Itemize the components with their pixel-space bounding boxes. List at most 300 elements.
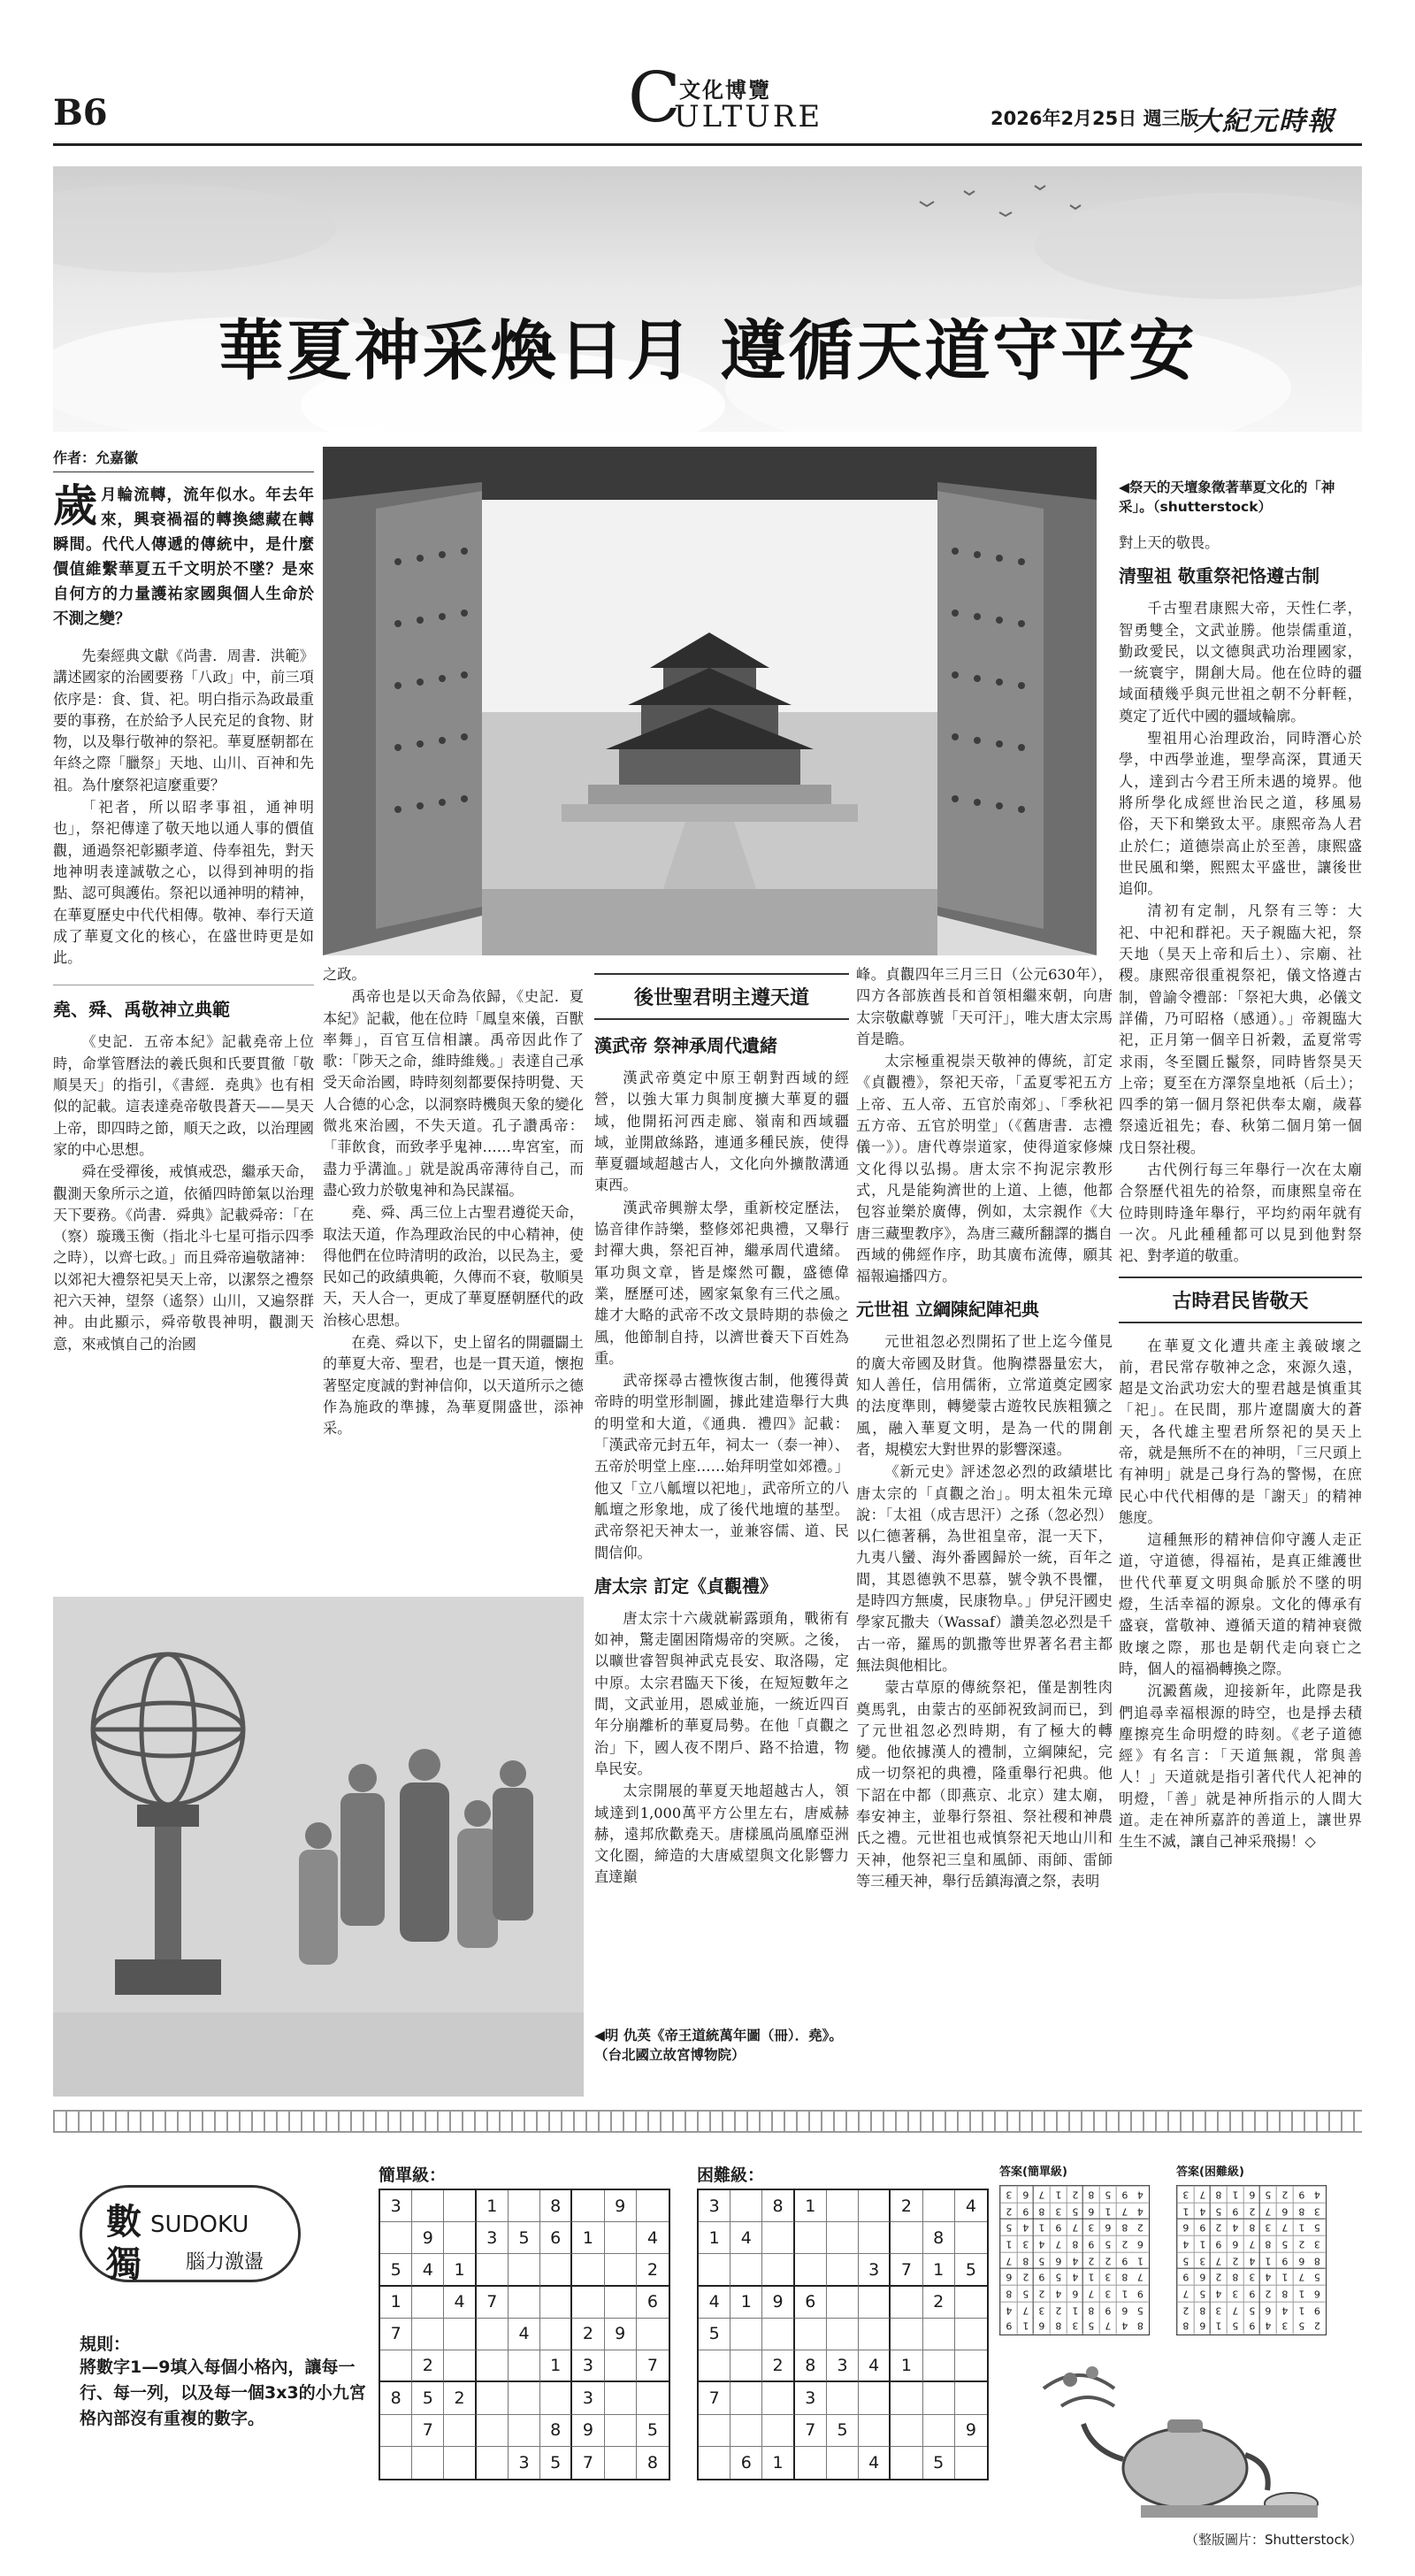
sudoku-cell [762, 2382, 794, 2414]
sudoku-cell: 8 [1177, 2318, 1194, 2334]
paragraph: 太宗開展的華夏天地超越古人，領域達到1,000萬平方公里左右，唐威赫赫，遠邦欣歡堯天。唐樣風尚風靡亞洲文化圈，締造的大唐威望與文化影響力直達巔 [594, 1782, 849, 1886]
sudoku-cell: 2 [1033, 2285, 1050, 2302]
sudoku-cell: 9 [1227, 2203, 1243, 2220]
sudoku-cell [477, 2350, 509, 2382]
sudoku-cell: 8 [1276, 2285, 1293, 2302]
sudoku-cell: 9 [1293, 2186, 1310, 2203]
image-credit: （整版圖片：Shutterstock） [1185, 2532, 1363, 2548]
sudoku-cell: 8 [1227, 2268, 1243, 2285]
sudoku-cell: 6 [540, 2222, 572, 2254]
sudoku-cell [891, 2447, 922, 2479]
article-column-3 [594, 964, 849, 1890]
sudoku-cell: 3 [572, 2350, 604, 2382]
sudoku-cell: 5 [1033, 2252, 1050, 2269]
body-text [1119, 598, 1362, 1267]
sudoku-cell: 2 [1017, 2268, 1034, 2285]
sudoku-cell: 2 [637, 2254, 669, 2286]
sudoku-cell: 1 [572, 2222, 604, 2254]
sudoku-cell: 9 [1243, 2285, 1260, 2302]
sudoku-cell: 8 [1243, 2219, 1260, 2235]
sudoku-cell: 2 [1067, 2186, 1083, 2203]
sudoku-section [53, 2150, 1362, 2557]
sudoku-cell [827, 2382, 859, 2414]
sudoku-cell: 7 [1033, 2186, 1050, 2203]
sudoku-cell: 9 [1099, 2302, 1116, 2319]
sudoku-cell: 5 [1309, 2219, 1326, 2235]
sudoku-cell: 9 [1050, 2219, 1067, 2235]
sudoku-cell [477, 2415, 509, 2447]
sudoku-cell: 4 [859, 2447, 891, 2479]
sudoku-cell: 1 [1293, 2285, 1310, 2302]
sudoku-cell [859, 2287, 891, 2319]
sudoku-cell: 6 [1116, 2302, 1133, 2319]
sudoku-cell [762, 2319, 794, 2350]
sudoku-cell [730, 2415, 762, 2447]
sudoku-cell [699, 2415, 730, 2447]
sudoku-cell: 9 [572, 2415, 604, 2447]
sudoku-cell: 2 [1050, 2302, 1067, 2319]
sudoku-cell [827, 2222, 859, 2254]
sudoku-cell: 1 [1082, 2268, 1099, 2285]
sudoku-cell [509, 2415, 540, 2447]
sudoku-cell [859, 2222, 891, 2254]
sudoku-cell: 7 [412, 2415, 444, 2447]
sudoku-cell: 2 [1177, 2302, 1194, 2319]
sudoku-cell [605, 2447, 637, 2479]
sudoku-cell: 8 [1082, 2302, 1099, 2319]
sudoku-cell: 7 [380, 2319, 412, 2350]
sudoku-cell [762, 2222, 794, 2254]
sudoku-cell: 9 [1276, 2252, 1293, 2269]
sudoku-cell: 3 [1067, 2318, 1083, 2334]
sudoku-cell: 2 [1210, 2268, 1227, 2285]
sudoku-cell: 8 [923, 2222, 955, 2254]
sudoku-cell [923, 2190, 955, 2222]
sudoku-cell: 3 [477, 2222, 509, 2254]
paragraph: 對上天的敬畏。 [1119, 534, 1220, 551]
sudoku-cell: 5 [540, 2447, 572, 2479]
body-text [53, 1031, 314, 1354]
sudoku-cell [380, 2350, 412, 2382]
sudoku-cell: 9 [1116, 2186, 1133, 2203]
article-column-1 [53, 447, 314, 1356]
sudoku-rules: 將數字1—9填入每個小格內，讓每一行、每一列，以及每一個3x3的小九宮格內部沒有重複的數字。 [80, 2358, 366, 2428]
sudoku-cell: 4 [1132, 2203, 1149, 2220]
sudoku-cell: 5 [1259, 2186, 1276, 2203]
sudoku-cell: 8 [1000, 2285, 1017, 2302]
sudoku-cell [412, 2190, 444, 2222]
paragraph: 峰。貞觀四年三月三日（公元630年），四方各部族酋長和首領相繼來朝，向唐太宗敬獻尊號「天可汗」，唯大唐太宗馬首是瞻。 [856, 966, 1113, 1047]
sudoku-cell: 5 [955, 2254, 987, 2286]
sudoku-cell [859, 2319, 891, 2350]
sudoku-cell [699, 2254, 730, 2286]
sudoku-cell [827, 2190, 859, 2222]
sudoku-cell: 9 [1000, 2318, 1017, 2334]
sudoku-cell: 5 [699, 2319, 730, 2350]
article-column-5 [1119, 478, 1362, 1854]
sudoku-cell [730, 2190, 762, 2222]
sudoku-cell: 3 [509, 2447, 540, 2479]
sudoku-cell: 7 [1050, 2235, 1067, 2252]
sudoku-cell: 5 [1210, 2203, 1227, 2220]
answer-hard-label: 答案(困難級) [1176, 2166, 1244, 2179]
temple-of-heaven-image [323, 447, 1097, 955]
paragraph: 千古聖君康熙大帝，天性仁孝，智勇雙全，文武並勝。他崇儒重道，勤政愛民，以文德與武功治理國家，一統寰宇，開創大局。他在位時的疆域面積幾乎與元世祖之朝不分軒輊，奠定了近代中國的疆域輪廓。 [1119, 600, 1362, 724]
sudoku-cell: 4 [1259, 2318, 1276, 2334]
sudoku-cell [859, 2190, 891, 2222]
painting-image [53, 1597, 584, 2097]
sudoku-cell: 2 [1276, 2186, 1293, 2203]
sudoku-cell [540, 2254, 572, 2286]
sudoku-cell [412, 2319, 444, 2350]
sudoku-cell: 5 [380, 2254, 412, 2286]
sudoku-cell [762, 2254, 794, 2286]
paragraph: 「祀者，所以昭孝事祖，通神明也」，祭祀傳達了敬天地以通人事的價值觀，通過祭祀彰顯孝道、侍奉祖先，對天地神明表達誠敬之心，以得到神明的指點、認可與護佑。祭祀以通神明的精神，在華夏歷史中代代相傳。敬神、奉行天道成了華夏文化的核心，在盛世時更是如此。 [53, 799, 314, 967]
sudoku-cell: 4 [509, 2319, 540, 2350]
sudoku-cell: 3 [1000, 2186, 1017, 2203]
sudoku-cell: 1 [730, 2287, 762, 2319]
body-text [594, 1068, 849, 1564]
sudoku-cell [605, 2350, 637, 2382]
sudoku-cell: 1 [1050, 2186, 1067, 2203]
sudoku-cell [795, 2319, 827, 2350]
sudoku-cell: 4 [1067, 2252, 1083, 2269]
sudoku-cell: 2 [1259, 2285, 1276, 2302]
sudoku-cell [699, 2350, 730, 2382]
sudoku-cell [572, 2190, 604, 2222]
sudoku-cell: 4 [1243, 2252, 1260, 2269]
sudoku-cell [380, 2447, 412, 2479]
sudoku-cell [444, 2447, 476, 2479]
sudoku-cell: 9 [762, 2287, 794, 2319]
sudoku-cell [762, 2415, 794, 2447]
sudoku-badge [53, 2167, 327, 2318]
paragraph: 古代例行每三年舉行一次在太廟合祭歷代祖先的祫祭，而康熙皇帝在位時則時逢年舉行，平均約兩年就有一次。凡此種種都可以見到他對祭祀、對孝道的敬重。 [1119, 1162, 1362, 1265]
paragraph: 禹帝也是以天命為依歸，《史記．夏本紀》記載，他在位時「鳳皇來儀，百獸率舞」，百官互信相讓。禹帝因此作了歌：「陟天之命，維時維幾。」表達自己承受天命治國，時時刻刻都要保持明覺、天人合德的心念，以洞察時機與天象的變化微兆來治國，不失天道。孔子讚禹帝：「菲飲食，而致孝乎鬼神……卑宮室，而盡力乎溝洫。」就是說禹帝薄待自己，而盡心致力於敬鬼神和為民謀福。 [323, 988, 584, 1199]
section-heading-box: 古時君民皆敬天 [1119, 1276, 1362, 1323]
sudoku-cell: 4 [1116, 2318, 1133, 2334]
sudoku-cell: 6 [1033, 2318, 1050, 2334]
sudoku-cell: 6 [1000, 2268, 1017, 2285]
sudoku-cell: 2 [572, 2319, 604, 2350]
paragraph: 堯、舜、禹三位上古聖君遵從天命，取法天道，作為理政治民的中心精神，使得他們在位時清明的政治，以民為主，愛民如己的政績典範，久傳而不衰，敬順昊天，天人合一，更成了華夏歷朝歷代的政治核心思想。 [323, 1204, 584, 1329]
sudoku-cell: 6 [1082, 2203, 1099, 2220]
page-number: B6 [53, 92, 108, 134]
sudoku-cell: 8 [540, 2415, 572, 2447]
sudoku-title-en: SUDOKU [150, 2212, 249, 2238]
paragraph: 唐太宗十六歲就嶄露頭角，戰術有如神，驚走圍困隋煬帝的突厥。之後，以曠世睿智與神武克長安、取洛陽，定中原。太宗君臨天下後，在短短數年之間，文武並用，恩威並施，一統近四百年分崩離析的華夏局勢。在他「貞觀之治」下，國人夜不閉戶、路不拾遺，物阜民安。 [594, 1609, 849, 1777]
section-title-c: C [628, 58, 681, 138]
sudoku-cell [637, 2319, 669, 2350]
sudoku-cell: 3 [1259, 2219, 1276, 2235]
sudoku-cell: 9 [1194, 2219, 1211, 2235]
sudoku-cell: 2 [1210, 2219, 1227, 2235]
sudoku-cell: 6 [795, 2287, 827, 2319]
sudoku-cell [730, 2319, 762, 2350]
sudoku-cell [891, 2222, 922, 2254]
sudoku-cell: 1 [1194, 2235, 1211, 2252]
body-text [594, 1608, 849, 1889]
sudoku-cell [923, 2415, 955, 2447]
sudoku-cell: 6 [1050, 2252, 1067, 2269]
header-rule [53, 143, 1362, 146]
sudoku-cell: 9 [1210, 2235, 1227, 2252]
sudoku-cell [605, 2254, 637, 2286]
sudoku-cell: 6 [1276, 2203, 1293, 2220]
sudoku-cell: 9 [412, 2222, 444, 2254]
sudoku-cell [444, 2319, 476, 2350]
sudoku-cell: 6 [1099, 2219, 1116, 2235]
sudoku-cell: 5 [509, 2222, 540, 2254]
sudoku-cell: 9 [1243, 2318, 1260, 2334]
sudoku-cell: 1 [540, 2350, 572, 2382]
sudoku-cell: 1 [1000, 2235, 1017, 2252]
body-text [1119, 1336, 1362, 1853]
sudoku-cell: 1 [1210, 2318, 1227, 2334]
sudoku-cell [955, 2447, 987, 2479]
subheading: 漢武帝 祭神承周代遺緒 [594, 1035, 777, 1056]
subheading: 堯、舜、禹敬神立典範 [53, 985, 314, 1023]
sudoku-cell [444, 2222, 476, 2254]
sudoku-cell: 9 [1177, 2268, 1194, 2285]
sudoku-cell: 3 [1033, 2302, 1050, 2319]
sudoku-cell: 6 [1243, 2186, 1260, 2203]
sudoku-cell: 7 [1099, 2318, 1116, 2334]
sudoku-cell: 3 [1082, 2219, 1099, 2235]
sudoku-cell: 9 [1017, 2203, 1034, 2220]
sudoku-cell [477, 2319, 509, 2350]
sudoku-cell: 8 [1116, 2268, 1133, 2285]
sudoku-cell [509, 2254, 540, 2286]
sudoku-cell: 2 [1116, 2235, 1133, 2252]
sudoku-cell: 7 [699, 2382, 730, 2414]
sudoku-cell [477, 2447, 509, 2479]
paragraph: 先秦經典文獻《尚書．周書．洪範》講述國家的治國要務「八政」中，前三項依序是：食、貨、祀。明白指示為政最重要的事務，在於給予人民充足的食物、財物，以及舉行敬神的祭祀。華夏歷朝都在年終之際「臘祭」天地、山川、百神和先祖。為什麼祭祀這麼重要？ [53, 648, 314, 794]
sudoku-cell: 5 [1177, 2252, 1194, 2269]
sudoku-cell: 3 [1017, 2235, 1034, 2252]
answer-easy-label: 答案(簡單級) [999, 2166, 1067, 2179]
paragraph: 聖祖用心治理政治，同時潛心於學，中西學並進，聖學高深，貫通天人，達到古今君王所未遇的境界。他將所學化成經世治民之道，移風易俗，天下和樂致太平。康熙帝為人君止於仁；道德崇高止於至善，康熙盛世民風和樂，熙熙太平盛世，讓後世追仰。 [1119, 730, 1362, 898]
sudoku-cell [412, 2287, 444, 2319]
sudoku-cell [730, 2350, 762, 2382]
sudoku-cell: 8 [1137, 2320, 1144, 2333]
sudoku-cell: 4 [1259, 2268, 1276, 2285]
paragraph: 《史記．五帝本紀》記載堯帝上位時，命掌管曆法的羲氏與和氏要貫徹「敬順昊天」的指引，《書經．堯典》也有相似的記載。這表達堯帝敬畏蒼天——昊天上帝，即四時之節，順天之政，以治理國家的中心思想。 [53, 1033, 314, 1158]
sudoku-cell: 8 [1210, 2186, 1227, 2203]
sudoku-cell: 4 [1210, 2285, 1227, 2302]
section-title-en: ULTURE [674, 99, 823, 134]
sudoku-cell: 2 [444, 2382, 476, 2414]
sudoku-cell: 3 [1194, 2252, 1211, 2269]
sudoku-cell: 8 [1033, 2203, 1050, 2220]
sudoku-cell [891, 2287, 922, 2319]
sudoku-cell: 6 [1259, 2302, 1276, 2319]
sudoku-cell [730, 2382, 762, 2414]
painting-caption: ◀明 仇英《帝王道統萬年圖（冊）．堯》。（台北國立故宮博物院） [594, 2028, 843, 2063]
paragraph: 太宗極重視崇天敬神的傳統，訂定《貞觀禮》，祭祀天帝，「孟夏零祀五方上帝、五人帝、五官於南郊」、「季秋祀五方帝、五官於明堂」（《舊唐書．志禮儀一》）。唐代尊崇道家，使得道家修煉文化得以弘揚。唐太宗不拘泥宗教形式，凡是能夠濟世的上道、上德，他都包容並樂於廣傳，例如，太宗親作《大唐三藏聖教序》，為唐三藏所翻譯的攜自西域的佛經作序，助其廣布流傳，願其福報遍播四方。 [856, 1053, 1113, 1285]
sudoku-cell [859, 2415, 891, 2447]
sudoku-cell: 9 [605, 2190, 637, 2222]
sudoku-cell: 5 [412, 2382, 444, 2414]
sudoku-cell: 7 [1177, 2285, 1194, 2302]
paragraph: 漢武帝興辦太學，重新校定歷法，協音律作詩樂，整修郊祀典禮，又舉行封禪大典，祭祀百神，繼承周代遺緒。軍功與文章，皆是燦然可觀，盛德偉業，歷歷可述，國家氣象有三代之風。雄才大略的武帝不改文景時期的恭儉之風，他節制自持，以濟世養天下百姓為重。 [594, 1199, 849, 1367]
paragraph: 在華夏文化遭共產主義破壞之前，君民常存敬神之念，來源久遠，超是文治武功宏大的聖君越是慎重其「祀」。在民間，那片遼闊廣大的蒼天，各代雄主聖君所祭祀的昊天上帝，就是無所不在的神明，「三尺頭上有神明」就是己身行為的警惕，在庶民心中代代相傳的是「謝天」的精神態度。 [1119, 1337, 1362, 1526]
sudoku-cell: 3 [699, 2190, 730, 2222]
sudoku-cell: 8 [762, 2190, 794, 2222]
subheading: 唐太宗 訂定《貞觀禮》 [594, 1575, 777, 1597]
sudoku-cell: 2 [1227, 2252, 1243, 2269]
sudoku-cell: 3 [1099, 2268, 1116, 2285]
sudoku-cell [605, 2222, 637, 2254]
headline-banner [53, 166, 1362, 432]
answer-easy-grid [999, 2185, 1150, 2335]
sudoku-cell: 7 [1276, 2219, 1293, 2235]
article-column-2 [323, 964, 584, 1441]
sudoku-cell: 8 [1017, 2252, 1034, 2269]
lead-paragraph [53, 480, 314, 632]
sudoku-cell: 2 [1132, 2219, 1149, 2235]
sudoku-cell [795, 2222, 827, 2254]
sudoku-cell [540, 2287, 572, 2319]
sudoku-cell: 4 [1132, 2186, 1149, 2203]
sudoku-cell: 5 [923, 2447, 955, 2479]
paragraph: 《新元史》評述忽必烈的政績堪比唐太宗的「貞觀之治」。明太祖朱元璋說：「太祖（成吉思汗）之孫（忽必烈）以仁德著稱，為世祖皇帝，混一天下，九夷八蠻、海外番國歸於一統，百年之間，其恩德孰不思慕，號令孰不畏懼，是時四方無虞，民康物阜。」伊兒汗國史學家瓦撒夫（Wassaf）讚美忽必烈是千古一帝，羅馬的凱撒等世界著名君主都無法與他相比。 [856, 1463, 1113, 1674]
sudoku-cell [955, 2222, 987, 2254]
sudoku-cell: 3 [1050, 2203, 1067, 2220]
sudoku-cell: 1 [477, 2190, 509, 2222]
sudoku-cell [540, 2319, 572, 2350]
sudoku-cell [859, 2382, 891, 2414]
sudoku-cell: 3 [859, 2254, 891, 2286]
sudoku-cell: 3 [827, 2350, 859, 2382]
sudoku-cell: 1 [1132, 2252, 1149, 2269]
paragraph: 武帝探尋古禮恢復古制，他獲得黃帝時的明堂形制圖，據此建造舉行大典的明堂和大道，《通典．禮四》記載：「漢武帝元封五年，祠太一（泰一神）、五帝於明堂上座……始拜明堂如郊禮。」他又「立八觚壇以祀地」，武帝所立的八觚壇之形象地，成了後代地壇的基型。武帝祭祀天神太一，並兼容儒、道、民間信仰。 [594, 1372, 849, 1561]
paragraph: 這種無形的精神信仰守護人走正道，守道德，得福祐，是真正維護世世代代華夏文明與命脈於不墜的明燈，生活幸福的源泉。文化的傳承有盛衰，當敬神、遵循天道的精神衰微敗壞之際，那也是朝代走向衰亡之時，個人的福禍轉換之際。 [1119, 1531, 1362, 1677]
paragraph: 蒙古草原的傳統祭祀，僅是割牲肉奠馬乳，由蒙古的巫師祝致詞而已，到了元世祖忽必烈時期，有了極大的轉變。他依據漢人的禮制，立綱陳紀，完成一切祭祀的典禮，隆重舉行祀典。他下詔在中都（即燕京、北京）建太廟，奉安神主，並舉行祭祖、祭社稷和神農氏之禮。元世祖也戒慎祭祀天地山川和天神，他祭祀三皇和風師、雨師、雷師等三種天神，舉行岳鎮海瀆之祭，表明 [856, 1679, 1113, 1890]
sudoku-cell: 4 [1050, 2285, 1067, 2302]
paragraph: 在堯、舜以下，史上留名的開疆闢土的華夏大帝、聖君，也是一貫天道，懷抱著堅定度誠的對神信仰，以天道所示之德作為施政的準據，為華夏開盛世，添神采。 [323, 1334, 584, 1438]
sudoku-rules-title: 規則： [80, 2334, 131, 2354]
sudoku-cell: 3 [1099, 2285, 1116, 2302]
sudoku-cell: 6 [1309, 2285, 1326, 2302]
sudoku-cell: 2 [1099, 2252, 1116, 2269]
sudoku-cell: 2 [412, 2350, 444, 2382]
sudoku-cell: 3 [795, 2382, 827, 2414]
sudoku-cell [509, 2190, 540, 2222]
sudoku-cell: 5 [1276, 2235, 1293, 2252]
emperor-painting [53, 1597, 584, 2097]
sudoku-cell: 6 [1177, 2219, 1194, 2235]
sudoku-cell: 7 [1082, 2285, 1099, 2302]
sudoku-cell [891, 2415, 922, 2447]
sudoku-cell: 6 [1067, 2285, 1083, 2302]
sudoku-cell: 4 [859, 2350, 891, 2382]
sudoku-cell: 4 [699, 2287, 730, 2319]
sudoku-cell: 7 [1210, 2252, 1227, 2269]
sudoku-cell [509, 2382, 540, 2414]
sudoku-cell: 2 [762, 2350, 794, 2382]
sudoku-cell: 4 [1309, 2186, 1326, 2203]
sudoku-cell: 5 [1000, 2219, 1017, 2235]
sudoku-cell [444, 2350, 476, 2382]
sudoku-cell: 6 [1194, 2318, 1211, 2334]
sudoku-cell: 5 [1017, 2285, 1034, 2302]
sudoku-cell: 1 [1033, 2219, 1050, 2235]
sudoku-cell: 4 [1227, 2219, 1243, 2235]
sudoku-cell: 2 [1293, 2235, 1310, 2252]
sudoku-cell: 8 [795, 2350, 827, 2382]
sudoku-cell [637, 2382, 669, 2414]
photo-caption: ◀祭天的天壇象徵著華夏文化的「神采」。（shutterstock） [1119, 479, 1335, 515]
body-text [53, 646, 314, 969]
sudoku-cell: 7 [1116, 2203, 1133, 2220]
sudoku-cell: 5 [1309, 2268, 1326, 2285]
sudoku-cell: 3 [1227, 2285, 1243, 2302]
sudoku-hard-grid [697, 2189, 989, 2480]
sudoku-cell: 8 [1082, 2186, 1099, 2203]
sudoku-cell: 5 [637, 2415, 669, 2447]
sudoku-cell [509, 2287, 540, 2319]
temple-photo [323, 447, 1097, 955]
sudoku-cell: 5 [1243, 2302, 1260, 2319]
sudoku-cell: 7 [1000, 2252, 1017, 2269]
sudoku-cell: 6 [1227, 2235, 1243, 2252]
body-text [856, 964, 1113, 1287]
sudoku-cell: 3 [1243, 2268, 1260, 2285]
sudoku-cell: 8 [1309, 2252, 1326, 2269]
headline: 華夏神采煥日月 遵循天道守平安 [218, 313, 1197, 389]
sudoku-cell: 8 [1293, 2203, 1310, 2220]
sudoku-cell: 7 [1132, 2268, 1149, 2285]
answer-hard-grid [1176, 2185, 1327, 2335]
sudoku-cell [572, 2254, 604, 2286]
sudoku-cell: 1 [444, 2254, 476, 2286]
sudoku-cell: 2 [1082, 2252, 1099, 2269]
sudoku-cell: 6 [730, 2447, 762, 2479]
sudoku-cell [795, 2254, 827, 2286]
sudoku-cell: 7 [1227, 2302, 1243, 2319]
sudoku-cell: 4 [1177, 2235, 1194, 2252]
sudoku-cell: 9 [1309, 2302, 1326, 2319]
sudoku-cell: 6 [1194, 2268, 1211, 2285]
sudoku-cell [923, 2382, 955, 2414]
sudoku-cell [827, 2287, 859, 2319]
sudoku-cell: 6 [1293, 2252, 1310, 2269]
sudoku-cell: 2 [891, 2190, 922, 2222]
sudoku-cell: 5 [1082, 2318, 1099, 2334]
sudoku-cell [827, 2447, 859, 2479]
sudoku-cell [795, 2447, 827, 2479]
sudoku-cell [923, 2319, 955, 2350]
sudoku-cell [827, 2319, 859, 2350]
sudoku-cell: 8 [1116, 2219, 1133, 2235]
sudoku-cell: 7 [1194, 2186, 1211, 2203]
easy-label: 簡單級： [379, 2166, 447, 2185]
sudoku-cell: 1 [1227, 2186, 1243, 2203]
sudoku-cell: 7 [891, 2254, 922, 2286]
sudoku-cell: 1 [1276, 2268, 1293, 2285]
sudoku-cell: 1 [795, 2190, 827, 2222]
sudoku-cell [923, 2350, 955, 2382]
sudoku-cell: 3 [1210, 2302, 1227, 2319]
sudoku-cell: 5 [1132, 2302, 1149, 2319]
sudoku-cell: 9 [1033, 2268, 1050, 2285]
sudoku-title-cn-2: 獨 [106, 2244, 142, 2285]
sudoku-cell: 1 [1067, 2302, 1083, 2319]
sudoku-cell: 2 [1243, 2203, 1260, 2220]
sudoku-cell: 5 [1099, 2235, 1116, 2252]
sudoku-cell: 8 [540, 2190, 572, 2222]
